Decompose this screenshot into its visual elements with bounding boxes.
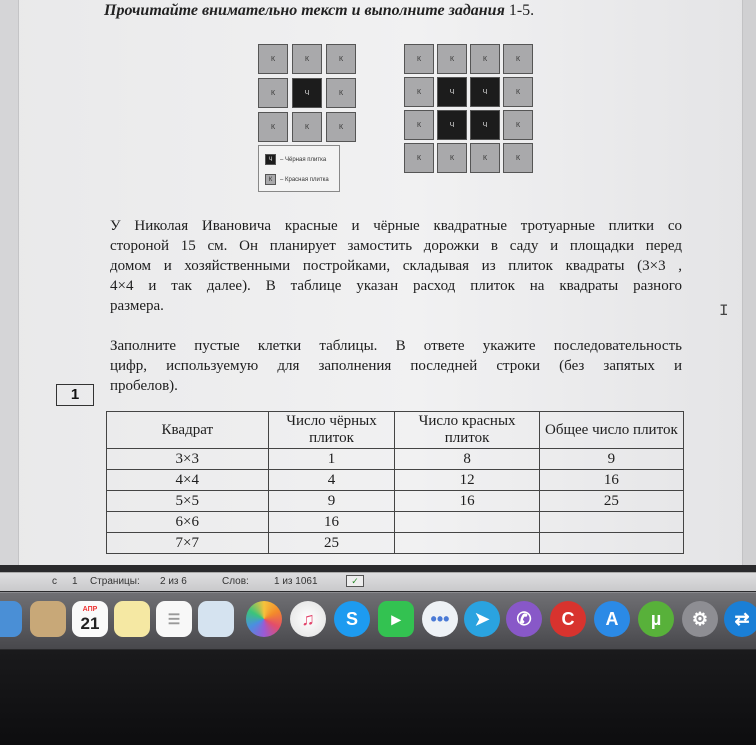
table-cell: 25	[268, 533, 395, 554]
text-line: стороной 15 см. Он планирует замостить дорожки в саду и площадки перед	[110, 238, 682, 254]
tile: К	[404, 77, 434, 107]
right-margin	[742, 0, 756, 565]
table-cell[interactable]	[539, 512, 683, 533]
legend-black	[265, 154, 326, 165]
tile: К	[292, 112, 322, 142]
table-row	[107, 449, 684, 470]
calendar-icon[interactable]	[72, 601, 108, 637]
table-cell: 9	[268, 491, 395, 512]
itunes-icon[interactable]: ♫	[290, 601, 326, 637]
calendar-day: 21	[80, 613, 100, 633]
pages-label: Страницы:	[90, 576, 140, 587]
tile: К	[258, 44, 288, 74]
text-line: цифр, используемую для заполнения последней строки (без запятых и	[110, 358, 682, 374]
tiles-table	[106, 411, 684, 554]
text-line: 4×4 и так далее). В таблице указан расход плиток на квадраты разного	[110, 278, 682, 294]
text-line: размера.	[110, 298, 164, 314]
tile: К	[258, 78, 288, 108]
tile: К	[503, 77, 533, 107]
legend-red-label: – Красная плитка	[280, 176, 329, 183]
tile: К	[258, 112, 288, 142]
table-row	[107, 491, 684, 512]
tile: К	[326, 112, 356, 142]
column-header: Число чёрных плиток	[268, 412, 395, 449]
spellcheck-icon[interactable]: ✓	[346, 575, 364, 587]
table-row	[107, 470, 684, 491]
text-cursor-icon: I	[719, 302, 729, 320]
preview-icon[interactable]	[198, 601, 234, 637]
legend-red-swatch: К	[265, 174, 276, 185]
table-cell: 8	[395, 449, 539, 470]
system-preferences-icon[interactable]: ⚙	[682, 601, 718, 637]
text-line: пробелов).	[110, 378, 178, 394]
words-label: Слов:	[222, 576, 249, 587]
table-cell: 6×6	[107, 512, 269, 533]
status-bar	[0, 572, 756, 591]
cleaner-icon[interactable]: C	[550, 601, 586, 637]
table-cell[interactable]	[395, 512, 539, 533]
teamviewer-icon[interactable]: ⇄	[724, 601, 756, 637]
table-cell: 4×4	[107, 470, 269, 491]
section-label: с	[52, 576, 57, 587]
telegram-icon[interactable]: ➤	[464, 601, 500, 637]
tile: К	[470, 44, 500, 74]
tile: К	[404, 110, 434, 140]
photos-icon[interactable]	[246, 601, 282, 637]
section-value: 1	[72, 576, 78, 587]
table-row	[107, 533, 684, 554]
laptop-bezel	[0, 650, 756, 745]
table-cell[interactable]	[395, 533, 539, 554]
table-cell: 1	[268, 449, 395, 470]
legend-red	[265, 174, 329, 185]
column-header: Квадрат	[107, 412, 269, 449]
finder-partial-icon[interactable]	[0, 601, 22, 637]
app-store-icon[interactable]: A	[594, 601, 630, 637]
table-cell: 5×5	[107, 491, 269, 512]
tile: К	[503, 110, 533, 140]
column-header: Число красных плиток	[395, 412, 539, 449]
text-line: Заполните пустые клетки таблицы. В ответе укажите последовательность	[110, 338, 682, 354]
column-header: Общее число плиток	[539, 412, 683, 449]
title-range: 1-5.	[508, 2, 535, 19]
tile: К	[326, 78, 356, 108]
table-header-row	[107, 412, 684, 449]
pages-value: 2 из 6	[160, 576, 187, 587]
text-line: домом и хозяйственными постройками, складывая из плиток квадраты (3×3 ,	[110, 258, 682, 274]
table-cell[interactable]	[539, 533, 683, 554]
tile-legend	[258, 145, 340, 192]
tile-grid-3x3	[258, 44, 362, 148]
table-cell: 16	[395, 491, 539, 512]
messages-icon[interactable]: •••	[422, 601, 458, 637]
tile: К	[470, 143, 500, 173]
table-cell: 7×7	[107, 533, 269, 554]
table-cell: 16	[539, 470, 683, 491]
tile: К	[326, 44, 356, 74]
problem-text	[110, 216, 682, 316]
facetime-icon[interactable]: ▸	[378, 601, 414, 637]
legend-black-label: – Чёрная плитка	[280, 156, 327, 163]
table-cell: 25	[539, 491, 683, 512]
reminders-icon[interactable]: ☰	[156, 601, 192, 637]
table-cell: 12	[395, 470, 539, 491]
table-body	[107, 449, 684, 554]
table-cell: 9	[539, 449, 683, 470]
left-margin	[0, 0, 19, 565]
notes-icon[interactable]	[114, 601, 150, 637]
table-cell: 16	[268, 512, 395, 533]
dock	[0, 592, 756, 649]
tile: К	[404, 44, 434, 74]
table-cell: 4	[268, 470, 395, 491]
tile: К	[503, 143, 533, 173]
tile: К	[437, 44, 467, 74]
table-row	[107, 512, 684, 533]
task-number-box: 1	[56, 384, 94, 406]
calendar-month: АПР	[82, 605, 98, 613]
tile: К	[292, 44, 322, 74]
contacts-icon[interactable]	[30, 601, 66, 637]
task-title	[104, 2, 534, 20]
tile: К	[503, 44, 533, 74]
words-value: 1 из 1061	[274, 576, 318, 587]
title-text: Прочитайте внимательно текст и выполните задания	[104, 2, 509, 19]
instruction-text	[110, 336, 682, 396]
table-cell: 3×3	[107, 449, 269, 470]
viber-icon[interactable]: ✆	[506, 601, 542, 637]
tile: Ч	[292, 78, 322, 108]
tile: Ч	[437, 77, 467, 107]
tile: К	[404, 143, 434, 173]
utorrent-icon[interactable]: µ	[638, 601, 674, 637]
tile: Ч	[470, 110, 500, 140]
tile: К	[437, 143, 467, 173]
tile: Ч	[437, 110, 467, 140]
tile: Ч	[470, 77, 500, 107]
legend-black-swatch: Ч	[265, 154, 276, 165]
tile-grid-4x4	[404, 44, 540, 180]
text-line: У Николая Ивановича красные и чёрные квадратные тротуарные плитки со	[110, 218, 682, 234]
skype-icon[interactable]: S	[334, 601, 370, 637]
